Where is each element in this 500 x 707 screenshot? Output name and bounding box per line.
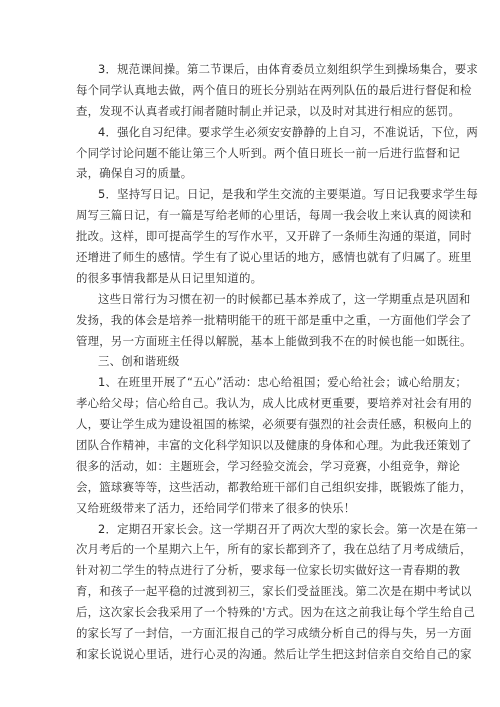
- text-line: 后，这次家长会我采用了一个特殊的'方式。因为在这之前我让每个学生给自己: [76, 605, 476, 620]
- text-line: 查，发现不认真者或打闹者随时制止并记录，以及时对其进行相应的惩罚。: [76, 103, 461, 118]
- text-line: 批改。这样，即可提高学生的写作水平，又开辟了一条师生沟通的渠道，同时: [76, 229, 472, 244]
- paragraph-diary-writing: [76, 184, 478, 288]
- text-line: 管理，另一方面班主任得以解脱，基本上能做到我不在的时候也能一如既往。: [76, 333, 472, 348]
- paragraph-five-hearts-activity: [76, 372, 472, 518]
- text-line: 4．强化自习纪律。要求学生必须安安静静的上自习，不准说话，下位，两: [98, 124, 478, 139]
- text-line: 次月考后的一个星期六上午，所有的家长都到齐了，我在总结了月考成绩后，: [76, 542, 472, 557]
- text-line: 很多的活动，如：主题班会，学习经验交流会，学习竞赛，小组竞争，辩论: [76, 458, 461, 473]
- text-line: 1、在班里开展了“五心”活动：忠心给祖国；爱心给社会；诚心给朋友；: [98, 375, 468, 390]
- text-line: 针对初二学生的特点进行了分析，要求每一位家长切实做好这一青春期的教: [76, 563, 461, 578]
- section-heading: 三、创和谐班级: [98, 354, 180, 369]
- text-line: 2．定期召开家长会。这一学期召开了两次大型的家长会。第一次是在第一: [98, 521, 478, 536]
- text-line: 又给班级带来了活力，还给同学们带来了很多的快乐！: [76, 500, 356, 515]
- text-line: 会，篮球赛等等，这些活动，都教给班干部们自己组织安排，既锻炼了能力，: [76, 479, 472, 494]
- text-line: 的家长写了一封信，一方面汇报自己的学习成绩分析自己的得与失，另一方面: [76, 626, 472, 641]
- text-line: 团队合作精神，丰富的文化科学知识以及健康的身体和心理。为此我还策划了: [76, 438, 472, 453]
- document-page: [76, 59, 478, 665]
- text-line: 孝心给父母；信心给自己。我认为，成人比成材更重要，要培养对社会有用的: [76, 396, 472, 411]
- text-line: 和家长说说心里话，进行心灵的沟通。然后让学生把这封信亲自交给自己的家: [76, 646, 472, 661]
- text-line: 的很多事情我都是从日记里知道的。: [76, 270, 263, 285]
- text-line: 还增进了师生的感情。学生有了说心里话的地方，感情也就有了归属了。班里: [76, 250, 472, 265]
- paragraph-self-study-discipline: [76, 122, 478, 185]
- text-line: 周写三篇日记，有一篇是写给老师的心里话，每周一我会收上来认真的阅读和: [76, 208, 472, 223]
- text-line: 人，要让学生成为建设祖国的栋梁，必须要有强烈的社会责任感，积极向上的: [76, 417, 472, 432]
- text-line: 录，确保自习的质量。: [76, 166, 193, 181]
- paragraph-standardize-exercise: [76, 59, 478, 122]
- text-line: 3．规范课间操。第二节课后，由体育委员立刻组织学生到操场集合，要求: [98, 62, 478, 76]
- text-line: 每个同学认真地去做，两个值日的班长分别站在两列队伍的最后进行督促和检: [76, 82, 472, 97]
- text-line: 育，和孩子一起平稳的过渡到初三，家长们受益匪浅。第二次是在期中考试以: [76, 584, 472, 599]
- section-heading-harmonious-class: [76, 351, 430, 372]
- text-line: 这些日常行为习惯在初一的时候都已基本养成了，这一学期重点是巩固和: [98, 291, 471, 306]
- paragraph-habits-summary: [76, 289, 472, 352]
- text-line: 发扬，我的体会是培养一批精明能干的班干部是重中之重，一方面他们学会了: [76, 312, 472, 327]
- text-line: 5．坚持写日记。日记，是我和学生交流的主要渠道。写日记我要求学生每: [98, 187, 478, 202]
- paragraph-parent-meetings: [76, 519, 478, 665]
- text-line: 个同学讨论问题不能让第三个人听到。两个值日班长一前一后进行监督和记: [76, 145, 461, 160]
